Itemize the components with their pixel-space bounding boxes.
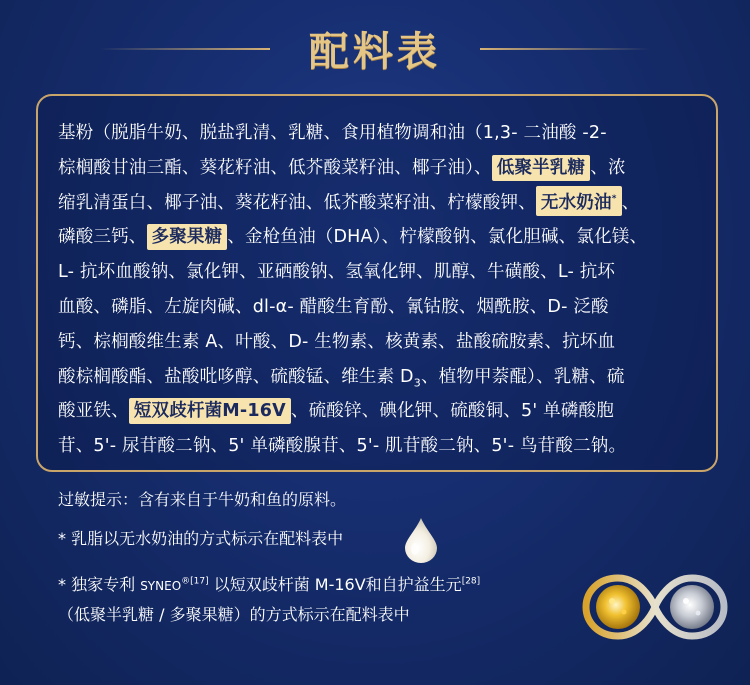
highlight-anhydrous-butter [536, 186, 622, 216]
ingredients-text: 、植物甲萘醌）、乳糖、硫 [420, 366, 625, 387]
ingredients-text: 基粉（脱脂牛奶、脱盐乳清、乳糖、食用植物调和油（1,3- 二油酸 -2- [58, 123, 607, 143]
patent-note-line2: （低聚半乳糖 / 多聚果糖）的方式标示在配料表中 [58, 605, 410, 624]
highlight-fos: 多聚果糖 [147, 224, 228, 250]
ingredients-text: 酸棕榈酸酯、盐酸吡哆醇、硫酸锰、维生素 D [58, 366, 414, 387]
ingredients-text: 缩乳清蛋白、椰子油、葵花籽油、低芥酸菜籽油、柠檬酸钾、 [58, 192, 536, 213]
ingredients-line [58, 290, 708, 325]
synbiotic-infinity-icon [582, 570, 728, 644]
ingredients-line [58, 220, 708, 255]
ingredients-text: 磷酸三钙、 [58, 227, 147, 248]
patent-brand: SYNEO [140, 579, 182, 593]
title-row [0, 18, 750, 78]
ingredients-line [58, 394, 708, 429]
ingredients-line [58, 116, 708, 151]
title-divider-right [480, 48, 650, 50]
ingredients-line [58, 151, 708, 186]
highlight-gos: 低聚半乳糖 [492, 155, 591, 181]
patent-text: 以短双歧杆菌 M-16V和自护益生元 [208, 575, 462, 594]
ingredients-text: 、金枪鱼油（DHA）、柠檬酸钠、氯化胆碱、氯化镁、 [227, 227, 648, 248]
ingredients-text: 苷、5'- 尿苷酸二钠、5' 单磷酸腺苷、5'- 肌苷酸二钠、5'- 鸟苷酸二钠。 [58, 436, 627, 457]
ingredients-text: 血酸、磷脂、左旋肉碱、dl-α- 醋酸生育酚、氰钴胺、烟酰胺、D- 泛酸 [58, 296, 609, 317]
subscript: 3 [413, 376, 421, 390]
ingredients-text: 酸亚铁、 [58, 401, 129, 422]
ingredients-line [58, 360, 708, 395]
page-title: 配料表 [309, 29, 441, 75]
ingredients-line [58, 186, 708, 221]
ingredients-list [58, 116, 708, 464]
ingredients-text: 棕榈酸甘油三酯、葵花籽油、低芥酸菜籽油、椰子油）、 [58, 157, 492, 178]
ingredients-line [58, 255, 708, 290]
ingredients-line [58, 429, 708, 464]
footnote-star: * [611, 193, 617, 204]
ingredients-text: 、浓 [590, 157, 626, 178]
patent-reference: [28] [461, 576, 481, 587]
ingredients-line [58, 325, 708, 360]
patent-reference: ®[17] [181, 576, 209, 587]
patent-note [58, 572, 480, 595]
milk-droplet-icon [402, 516, 440, 564]
highlight-label: 无水奶油 [540, 192, 612, 213]
allergy-note: 过敏提示：含有来自于牛奶和鱼的原料。 [58, 490, 347, 509]
ingredients-text: 、 [621, 192, 640, 213]
ingredients-text: 钙、棕榈酸维生素 A、叶酸、D- 生物素、核黄素、盐酸硫胺素、抗坏血 [58, 331, 616, 352]
milkfat-note: * 乳脂以无水奶油的方式标示在配料表中 [58, 529, 344, 548]
ingredients-text: 、硫酸锌、碘化钾、硫酸铜、5' 单磷酸胞 [290, 401, 614, 422]
ingredients-text: L- 抗坏血酸钠、氯化钾、亚硒酸钠、氢氧化钾、肌醇、牛磺酸、L- 抗坏 [58, 262, 616, 283]
highlight-m16v: 短双歧杆菌M-16V [129, 398, 291, 424]
patent-text: * 独家专利 [58, 575, 141, 594]
